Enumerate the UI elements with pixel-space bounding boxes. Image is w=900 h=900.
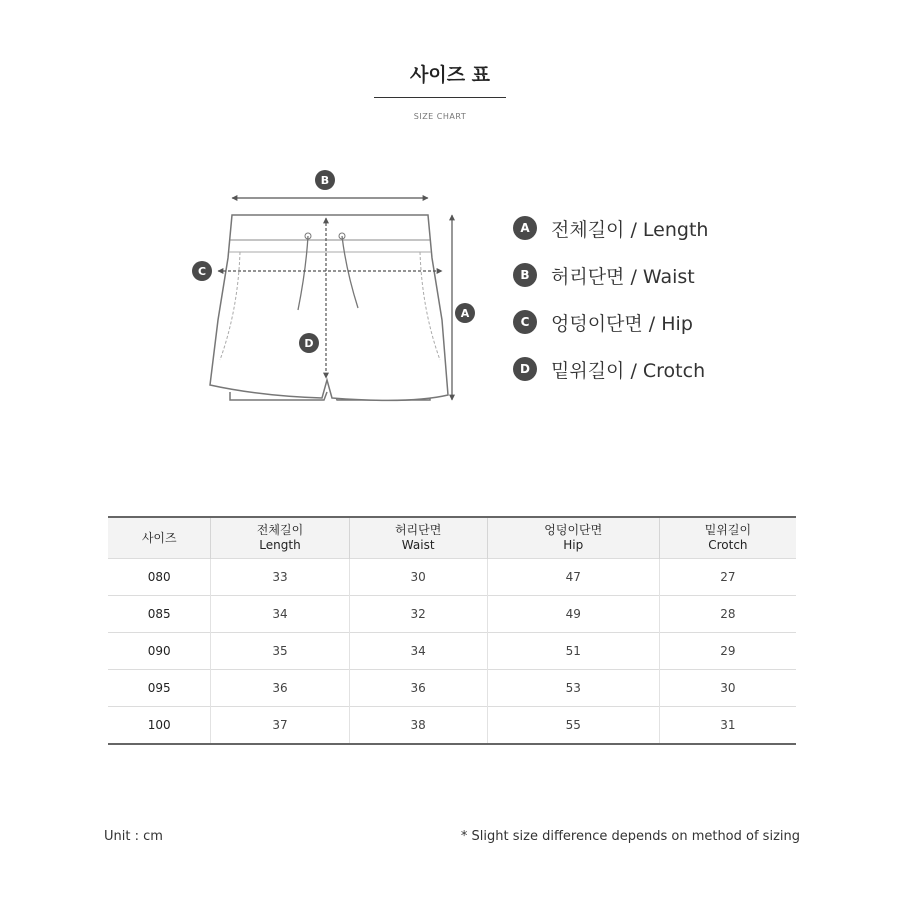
legend-item-hip	[513, 310, 708, 334]
svg-text:D: D	[304, 337, 314, 350]
cell-hip: 53	[487, 670, 659, 707]
cell-crotch: 29	[659, 633, 796, 670]
marker-a	[455, 303, 475, 323]
legend-badge: B	[513, 263, 537, 287]
cell-size: 100	[108, 707, 211, 745]
cell-crotch: 31	[659, 707, 796, 745]
sizing-note: * Slight size difference depends on method of sizing	[460, 829, 800, 844]
svg-text:B: B	[320, 174, 330, 187]
header-size: 사이즈	[108, 517, 211, 559]
legend-badge: A	[513, 216, 537, 240]
header-hip: 엉덩이단면 Hip	[487, 517, 659, 559]
page-title: 사이즈 표	[409, 64, 491, 86]
legend-label: 밑위길이 / Crotch	[551, 359, 706, 382]
legend-item-crotch	[513, 357, 708, 381]
marker-d	[299, 333, 319, 353]
cell-crotch: 28	[659, 596, 796, 633]
table-row	[108, 707, 796, 745]
title-underline	[374, 97, 506, 98]
cell-waist: 30	[349, 559, 487, 596]
legend-badge: C	[513, 310, 537, 334]
cell-size: 080	[108, 559, 211, 596]
svg-text:C: C	[197, 265, 207, 278]
table-row	[108, 633, 796, 670]
shorts-outline	[210, 215, 448, 400]
cell-length: 37	[211, 707, 349, 745]
cell-crotch: 27	[659, 559, 796, 596]
cell-waist: 32	[349, 596, 487, 633]
table-row	[108, 596, 796, 633]
legend-item-waist	[513, 263, 708, 287]
shorts-diagram	[180, 160, 490, 420]
legend-badge: D	[513, 357, 537, 381]
header-waist: 허리단면 Waist	[349, 517, 487, 559]
cell-length: 33	[211, 559, 349, 596]
page-subtitle: SIZE CHART	[413, 112, 467, 121]
cell-waist: 36	[349, 670, 487, 707]
legend-label: 엉덩이단면 / Hip	[551, 312, 693, 335]
legend-item-length	[513, 216, 708, 240]
cell-size: 085	[108, 596, 211, 633]
header-crotch: 밑위길이 Crotch	[659, 517, 796, 559]
measurement-legend	[513, 216, 708, 404]
marker-b	[315, 170, 335, 190]
cell-hip: 49	[487, 596, 659, 633]
marker-c	[192, 261, 212, 281]
cell-length: 36	[211, 670, 349, 707]
cell-crotch: 30	[659, 670, 796, 707]
header-length: 전체길이 Length	[211, 517, 349, 559]
table-row	[108, 559, 796, 596]
cell-size: 095	[108, 670, 211, 707]
size-table	[108, 516, 796, 745]
svg-text:A: A	[460, 307, 470, 320]
cell-length: 35	[211, 633, 349, 670]
cell-waist: 34	[349, 633, 487, 670]
cell-hip: 55	[487, 707, 659, 745]
cell-size: 090	[108, 633, 211, 670]
cell-waist: 38	[349, 707, 487, 745]
legend-label: 허리단면 / Waist	[551, 265, 695, 288]
unit-label: Unit : cm	[104, 829, 163, 844]
table-header-row	[108, 517, 796, 559]
cell-length: 34	[211, 596, 349, 633]
table-row	[108, 670, 796, 707]
legend-label: 전체길이 / Length	[551, 218, 709, 241]
cell-hip: 51	[487, 633, 659, 670]
cell-hip: 47	[487, 559, 659, 596]
